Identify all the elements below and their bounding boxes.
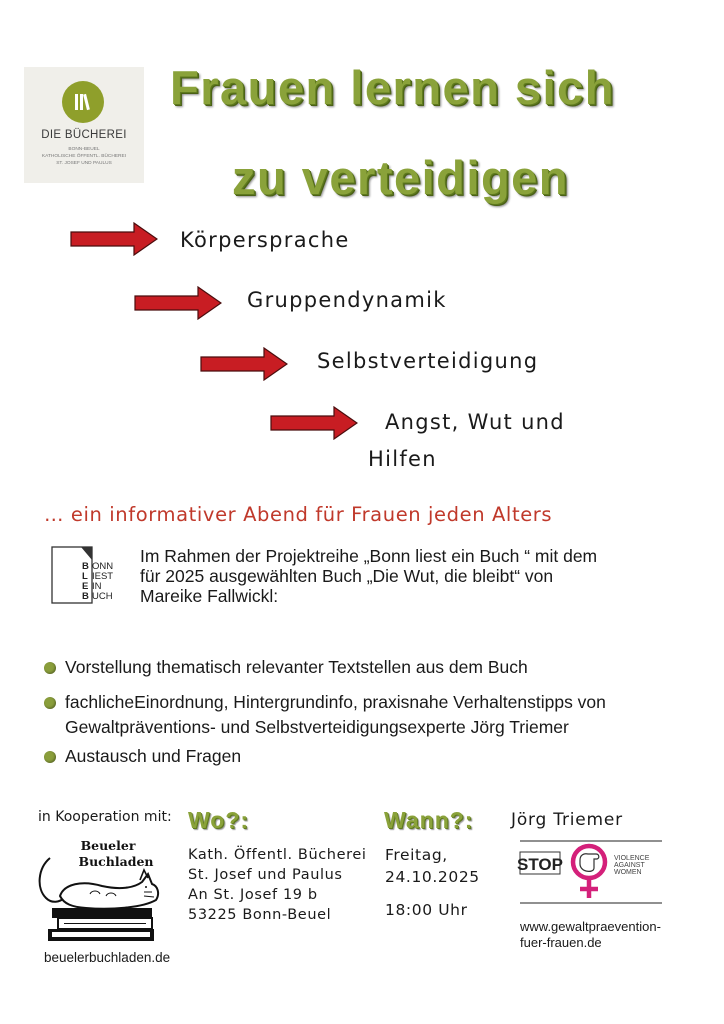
stop-violence-against-women-logo (516, 840, 662, 904)
bookshop-url: beuelerbuchladen.de (44, 950, 171, 965)
topic-gruppendynamik: Gruppendynamik (247, 288, 447, 312)
vaw-text: WOMEN (614, 869, 642, 876)
bonn-liest-ein-buch-logo (51, 546, 123, 604)
bullet-dot-icon (44, 662, 56, 674)
fist-icon (580, 854, 599, 872)
library-name: DIE BÜCHEREI (41, 129, 127, 141)
event-day: Freitag, (385, 846, 448, 864)
title-line-1: Frauen lernen sich (170, 61, 615, 114)
trainer-name: Jörg Triemer (511, 810, 623, 830)
title-line-2: zu verteidigen (232, 151, 570, 204)
intro-line: Mareike Fallwickl: (140, 586, 279, 606)
library-sub-2: KATHOLISCHE ÖFFENTL. BÜCHEREI (41, 154, 127, 159)
where-heading: Wo?: (188, 807, 250, 833)
blb-word: IEST (92, 571, 114, 582)
address-line: 53225 Bonn-Beuel (188, 907, 332, 923)
list-item (44, 655, 694, 680)
trainer-website[interactable] (520, 919, 661, 951)
bullet-dot-icon (44, 751, 56, 763)
vaw-text: VIOLENCE (614, 855, 650, 862)
library-sub-1: BONN-BEUEL (68, 147, 100, 152)
blb-letter: E (82, 581, 89, 592)
address-line: St. Josef und Paulus (188, 867, 343, 883)
list-item-text: Austausch und Fragen (65, 746, 242, 766)
arrow-right-icon (134, 286, 222, 320)
topic-selbstverteidigung: Selbstverteidigung (317, 349, 539, 373)
topic-angst-wut: Angst, Wut und (385, 410, 565, 434)
list-item (44, 690, 694, 740)
arrow-right-icon (70, 222, 158, 256)
blb-letter: L (82, 571, 88, 582)
stop-text: STOP (517, 855, 563, 874)
blb-letter: B (82, 561, 89, 572)
tagline: … ein informativer Abend für Frauen jeden Alters (44, 503, 553, 526)
books-icon (74, 92, 94, 112)
cooperation-label: in Kooperation mit: (38, 809, 172, 825)
library-logo (24, 67, 144, 183)
arrow-right-icon (270, 406, 358, 440)
address-line: An St. Josef 19 b (188, 887, 318, 903)
blb-word: IN (92, 581, 102, 592)
arrow-right-icon (200, 347, 288, 381)
beueler-buchladen-logo (30, 836, 180, 946)
trainer-website-line[interactable]: fuer-frauen.de (520, 935, 602, 950)
when-heading: Wann?: (384, 807, 474, 833)
bookshop-name-2: Buchladen (78, 854, 154, 869)
list-item-text: Vorstellung thematisch relevanter Textstellen aus dem Buch (65, 657, 528, 677)
list-item-text: fachlicheEinordnung, Hintergrundinfo, praxisnahe Verhaltenstipps von (65, 692, 606, 712)
blb-letter: B (82, 591, 89, 602)
address-block (188, 845, 367, 925)
bookshop-name-1: Beueler (80, 838, 136, 853)
blb-word: ONN (92, 561, 114, 572)
event-time: 18:00 Uhr (385, 901, 468, 919)
list-item-text: Gewaltpräventions- und Selbstverteidigungsexperte Jörg Triemer (65, 717, 569, 737)
bullet-dot-icon (44, 697, 56, 709)
list-item (44, 744, 694, 769)
blb-word: UCH (92, 591, 113, 602)
intro-line: Im Rahmen der Projektreihe „Bonn liest ein Buch “ mit dem (140, 546, 598, 566)
address-line: Kath. Öffentl. Bücherei (188, 847, 367, 863)
event-date: 24.10.2025 (385, 868, 480, 886)
topic-koerpersprache: Körpersprache (180, 228, 350, 252)
intro-line: für 2025 ausgewählten Buch „Die Wut, die bleibt“ von (140, 566, 554, 586)
library-sub-3: ST. JOSEF UND PAULUS (56, 161, 112, 166)
intro-text (140, 546, 680, 606)
topic-hilfen: Hilfen (368, 447, 437, 471)
vaw-text: AGAINST (614, 862, 645, 869)
trainer-website-line[interactable]: www.gewaltpraevention- (520, 919, 661, 934)
